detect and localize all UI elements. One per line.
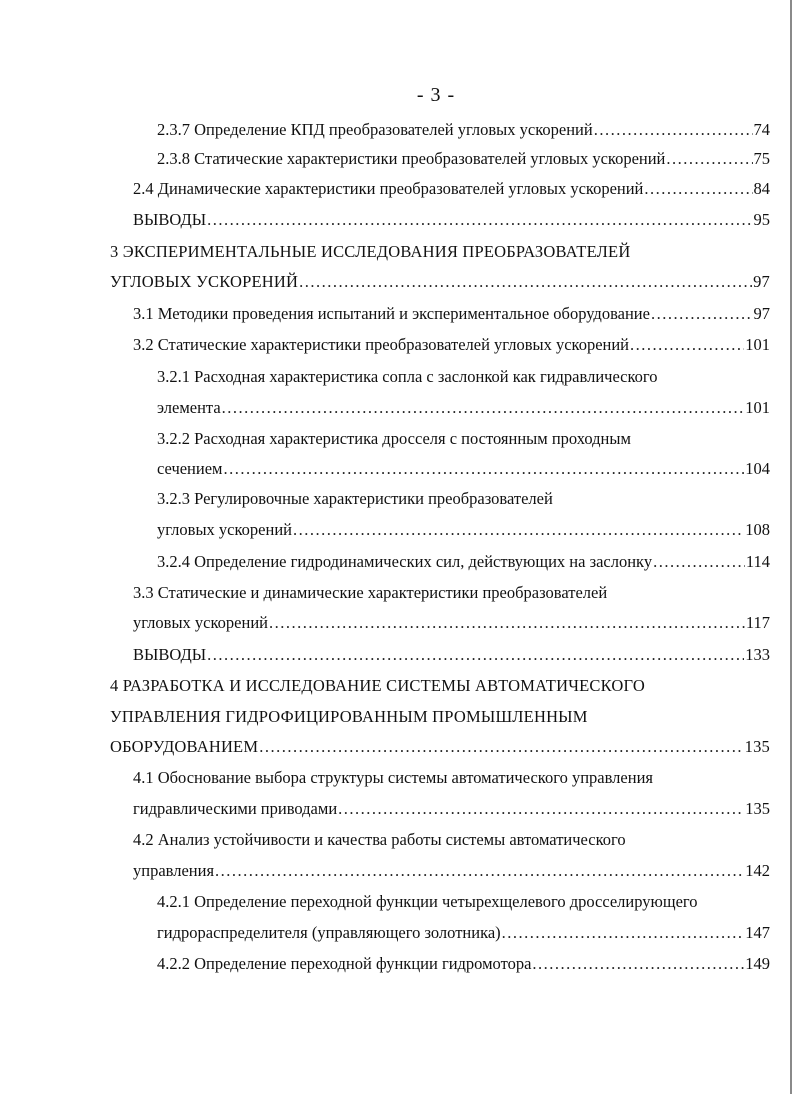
toc-entry-page: 101 xyxy=(745,335,770,354)
toc-entry-text: ВЫВОДЫ xyxy=(133,645,207,664)
toc-entry-continued xyxy=(133,764,653,792)
toc-entry xyxy=(133,641,770,669)
toc-entry-text: 3.1 Методики проведения испытаний и экспериментальное оборудование xyxy=(133,304,650,323)
toc-entry-page: 114 xyxy=(745,552,770,571)
toc-entry-text: гидравлическими приводами xyxy=(133,799,338,818)
toc-entry-page: 95 xyxy=(753,210,770,229)
toc-entry xyxy=(157,116,770,144)
toc-chapter-heading xyxy=(110,238,630,266)
toc-leader-dots xyxy=(651,300,753,328)
toc-entry-page: 142 xyxy=(745,861,770,880)
toc-entry-text: 3.2.1 Расходная характеристика сопла с заслонкой как гидравлического xyxy=(157,367,658,386)
toc-leader-dots xyxy=(644,175,752,203)
toc-entry-continued xyxy=(157,888,698,916)
toc-entry xyxy=(157,516,770,544)
toc-entry-page: 135 xyxy=(744,737,770,756)
toc-entry-text: 3.3 Статические и динамические характеристики преобразователей xyxy=(133,583,608,602)
toc-leader-dots xyxy=(630,331,744,359)
toc-entry-text: УПРАВЛЕНИЯ ГИДРОФИЦИРОВАННЫМ ПРОМЫШЛЕННЫМ xyxy=(110,707,588,726)
toc-entry-continued xyxy=(133,826,626,854)
toc-leader-dots xyxy=(223,455,744,483)
toc-entry-text: 3 ЭКСПЕРИМЕНТАЛЬНЫЕ ИССЛЕДОВАНИЯ ПРЕОБРАЗОВАТЕЛЕЙ xyxy=(110,242,631,261)
toc-leader-dots xyxy=(259,733,743,761)
toc-leader-dots xyxy=(207,206,752,234)
toc-entry-text: 4.2 Анализ устойчивости и качества работы системы автоматического xyxy=(133,830,626,849)
toc-leader-dots xyxy=(299,268,752,296)
toc-entry-page: 75 xyxy=(753,149,770,168)
toc-entry-text: 2.3.8 Статические характеристики преобразователей угловых ускорений xyxy=(157,149,666,168)
toc-entry xyxy=(157,394,770,422)
toc-leader-dots xyxy=(532,950,744,978)
toc-entry-continued xyxy=(157,425,631,453)
toc-entry-page: 117 xyxy=(745,613,770,632)
toc-entry-text: 3.2 Статические характеристики преобразователей угловых ускорений xyxy=(133,335,630,354)
toc-entry-text: угловых ускорений xyxy=(157,520,292,539)
toc-entry-text: 4.2.1 Определение переходной функции четырехщелевого дросселирующего xyxy=(157,892,698,911)
toc-entry xyxy=(157,145,770,173)
toc-chapter-heading xyxy=(110,672,645,700)
toc-entry-text: 3.2.2 Расходная характеристика дросселя с постоянным проходным xyxy=(157,429,631,448)
toc-entry-page: 147 xyxy=(745,923,770,942)
toc-entry-text: 3.2.3 Регулировочные характеристики преобразователей xyxy=(157,489,553,508)
toc-entry-text: ОБОРУДОВАНИЕМ xyxy=(110,737,259,756)
toc-entry xyxy=(157,455,770,483)
toc-entry-text: 4 РАЗРАБОТКА И ИССЛЕДОВАНИЕ СИСТЕМЫ АВТОМАТИЧЕСКОГО xyxy=(110,676,645,695)
toc-entry-text: УГЛОВЫХ УСКОРЕНИЙ xyxy=(110,272,299,291)
toc-entry xyxy=(133,300,770,328)
toc-leader-dots xyxy=(207,641,744,669)
toc-entry xyxy=(133,857,770,885)
toc-entry xyxy=(110,268,770,296)
toc-entry xyxy=(110,733,770,761)
toc-entry xyxy=(157,950,770,978)
toc-entry-text: сечением xyxy=(157,459,223,478)
toc-entry xyxy=(133,175,770,203)
toc-leader-dots xyxy=(222,394,745,422)
toc-entry xyxy=(133,206,770,234)
toc-entry-continued xyxy=(157,363,658,391)
toc-entry-text: ВЫВОДЫ xyxy=(133,210,207,229)
toc-leader-dots xyxy=(215,857,744,885)
toc-entry-text: угловых ускорений xyxy=(133,613,268,632)
toc-entry-page: 97 xyxy=(753,272,770,291)
toc-entry xyxy=(133,609,770,637)
toc-entry-page: 149 xyxy=(745,954,770,973)
toc-entry-page: 135 xyxy=(745,799,770,818)
toc-entry-text: 4.1 Обоснование выбора структуры системы автоматического управления xyxy=(133,768,653,787)
page-number: - 3 - xyxy=(416,84,456,106)
toc-leader-dots xyxy=(293,516,744,544)
toc-entry-page: 97 xyxy=(753,304,770,323)
toc-entry-page: 84 xyxy=(753,179,770,198)
toc-entry-page: 108 xyxy=(745,520,770,539)
toc-leader-dots xyxy=(666,145,752,173)
toc-chapter-heading xyxy=(110,703,588,731)
toc-leader-dots xyxy=(594,116,753,144)
toc-entry-continued xyxy=(157,485,553,513)
toc-entry-text: управления xyxy=(133,861,215,880)
toc-leader-dots xyxy=(269,609,745,637)
toc-entry-page: 101 xyxy=(745,398,770,417)
toc-leader-dots xyxy=(502,919,745,947)
toc-leader-dots xyxy=(653,548,745,576)
toc-entry-text: 2.3.7 Определение КПД преобразователей угловых ускорений xyxy=(157,120,593,139)
toc-entry xyxy=(157,919,770,947)
toc-entry-continued xyxy=(133,579,607,607)
toc-entry-text: 4.2.2 Определение переходной функции гидромотора xyxy=(157,954,532,973)
toc-entry-page: 74 xyxy=(753,120,770,139)
toc-entry-text: элемента xyxy=(157,398,221,417)
toc-leader-dots xyxy=(338,795,744,823)
toc-entry-text: 3.2.4 Определение гидродинамических сил, действующих на заслонку xyxy=(157,552,653,571)
toc-entry-text: 2.4 Динамические характеристики преобразователей угловых ускорений xyxy=(133,179,644,198)
toc-entry xyxy=(157,548,770,576)
toc-entry xyxy=(133,795,770,823)
toc-entry xyxy=(133,331,770,359)
toc-entry-page: 133 xyxy=(745,645,770,664)
toc-entry-text: гидрораспределителя (управляющего золотника) xyxy=(157,923,501,942)
toc-entry-page: 104 xyxy=(745,459,770,478)
